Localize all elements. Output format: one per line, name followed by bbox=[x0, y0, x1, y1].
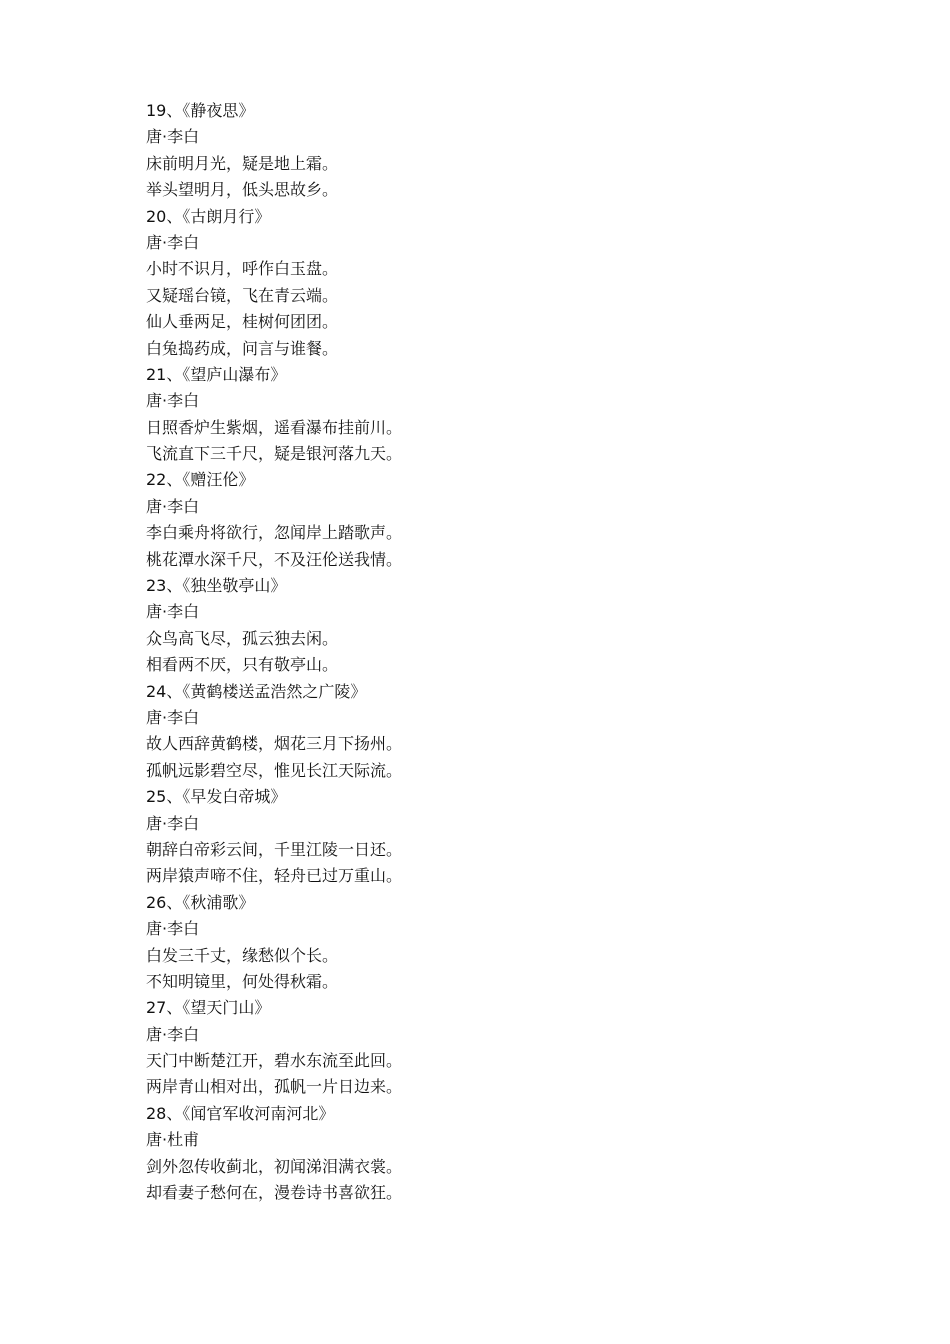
poem-title: 25、《早发白帝城》 bbox=[146, 787, 287, 807]
poem-author: 唐·李白 bbox=[146, 232, 200, 252]
poem-verse: 飞流直下三千尺，疑是银河落九天。 bbox=[146, 444, 403, 464]
poem-title: 20、《古朗月行》 bbox=[146, 206, 271, 226]
poem-title: 28、《闻官军收河南河北》 bbox=[146, 1103, 335, 1123]
poem-verse: 白兔捣药成，问言与谁餐。 bbox=[146, 338, 339, 358]
poem-title: 26、《秋浦歌》 bbox=[146, 892, 255, 912]
poem-title: 22、《赠汪伦》 bbox=[146, 470, 255, 490]
poem-author: 唐·杜甫 bbox=[146, 1130, 200, 1150]
poem-verse: 众鸟高飞尽，孤云独去闲。 bbox=[146, 628, 339, 648]
poem-verse: 相看两不厌，只有敬亭山。 bbox=[146, 655, 339, 675]
poem-title: 21、《望庐山瀑布》 bbox=[146, 364, 287, 384]
poem-author: 唐·李白 bbox=[146, 127, 200, 147]
poem-verse: 两岸青山相对出，孤帆一片日边来。 bbox=[146, 1077, 403, 1097]
poem-verse: 孤帆远影碧空尽，惟见长江天际流。 bbox=[146, 760, 403, 780]
poem-title: 19、《静夜思》 bbox=[146, 101, 255, 120]
poem-author: 唐·李白 bbox=[146, 602, 200, 622]
poem-verse: 故人西辞黄鹤楼，烟花三月下扬州。 bbox=[146, 734, 403, 754]
poem-author: 唐·李白 bbox=[146, 919, 200, 939]
poem-verse: 剑外忽传收蓟北，初闻涕泪满衣裳。 bbox=[146, 1156, 403, 1176]
poem-title: 27、《望天门山》 bbox=[146, 998, 271, 1018]
poem-list bbox=[146, 98, 846, 1206]
poem-title: 24、《黄鹤楼送孟浩然之广陵》 bbox=[146, 681, 367, 701]
poem-author: 唐·李白 bbox=[146, 813, 200, 833]
poem-verse: 仙人垂两足，桂树何团团。 bbox=[146, 312, 339, 332]
poem-author: 唐·李白 bbox=[146, 707, 200, 727]
poem-verse: 床前明月光，疑是地上霜。 bbox=[146, 153, 339, 173]
poem-author: 唐·李白 bbox=[146, 496, 200, 516]
poem-verse: 桃花潭水深千尺，不及汪伦送我情。 bbox=[146, 549, 403, 569]
poem-author: 唐·李白 bbox=[146, 391, 200, 411]
poem-verse: 朝辞白帝彩云间，千里江陵一日还。 bbox=[146, 839, 403, 859]
poem-verse: 小时不识月，呼作白玉盘。 bbox=[146, 259, 339, 279]
poem-title: 23、《独坐敬亭山》 bbox=[146, 576, 287, 596]
poem-verse: 又疑瑶台镜，飞在青云端。 bbox=[146, 285, 339, 305]
poem-verse: 却看妻子愁何在，漫卷诗书喜欲狂。 bbox=[146, 1183, 403, 1203]
poem-verse: 白发三千丈，缘愁似个长。 bbox=[146, 945, 339, 965]
poem-verse: 举头望明月，低头思故乡。 bbox=[146, 180, 339, 200]
poem-verse: 李白乘舟将欲行，忽闻岸上踏歌声。 bbox=[146, 523, 403, 543]
poem-verse: 不知明镜里，何处得秋霜。 bbox=[146, 971, 339, 991]
poem-verse: 两岸猿声啼不住，轻舟已过万重山。 bbox=[146, 866, 403, 886]
poem-verse: 天门中断楚江开，碧水东流至此回。 bbox=[146, 1051, 403, 1071]
poem-author: 唐·李白 bbox=[146, 1024, 200, 1044]
poem-verse: 日照香炉生紫烟，遥看瀑布挂前川。 bbox=[146, 417, 403, 437]
